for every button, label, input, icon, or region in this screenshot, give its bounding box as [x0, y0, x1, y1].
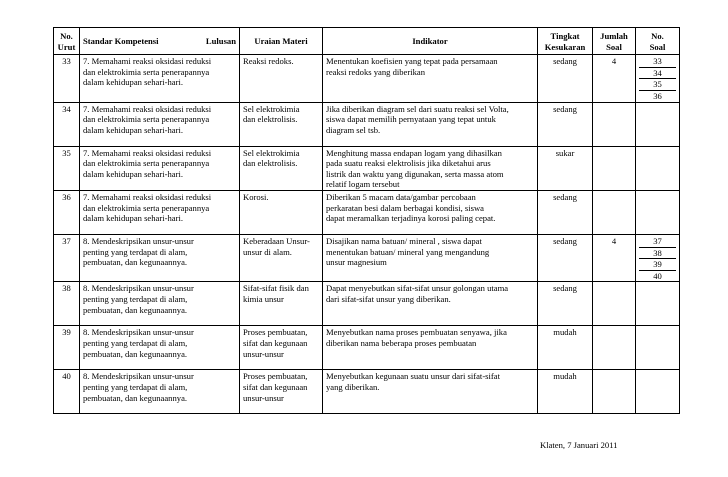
row-indikator: Menghitung massa endapan logam yang dihasilkan pada suatu reaksi elektrolisis jika diketahui arus listrik dan waktu yang digunakan, serta massa atom relatif logam tersebut [323, 146, 538, 190]
row-indikator: Menyebutkan nama proses pembuatan senyawa, jika diberikan nama beberapa proses pembuatan [323, 326, 538, 370]
table-row [54, 102, 680, 146]
header-indikator: Indikator [323, 28, 538, 55]
row-jumlah-soal [593, 102, 636, 146]
row-uraian-materi: Keberadaan Unsur- unsur di alam. [240, 234, 323, 281]
row-uraian-materi: Sel elektrokimia dan elektrolisis. [240, 146, 323, 190]
row-no-soal [636, 282, 680, 326]
soal-number: 39 [639, 259, 676, 271]
row-tingkat-kesukaran: sedang [538, 55, 593, 102]
row-tingkat-kesukaran: sedang [538, 234, 593, 281]
header-uraian-materi: Uraian Materi [240, 28, 323, 55]
row-no-soal [636, 190, 680, 234]
row-no-urut: 37 [54, 234, 80, 281]
row-uraian-materi: Sel elektrokimia dan elektrolisis. [240, 102, 323, 146]
kisi-kisi-table [53, 27, 680, 414]
header-no-soal: No. Soal [636, 28, 680, 55]
row-standar-kompetensi: 8. Mendeskripsikan unsur-unsur penting yang terdapat di alam, pembuatan, dan kegunaannya. [80, 282, 240, 326]
row-jumlah-soal [593, 370, 636, 414]
soal-number: 33 [639, 56, 676, 68]
row-standar-kompetensi: 7. Memahami reaksi oksidasi reduksi dan elektrokimia serta penerapannya dalam kehidupan sehari-hari. [80, 55, 240, 102]
row-no-urut: 38 [54, 282, 80, 326]
row-no-soal [636, 326, 680, 370]
header-no-urut: No. Urut [54, 28, 80, 55]
row-indikator: Jika diberikan diagram sel dari suatu reaksi sel Volta, siswa dapat memilih pernyataan yang tepat untuk diagram sel tsb. [323, 102, 538, 146]
row-uraian-materi: Korosi. [240, 190, 323, 234]
row-no-soal [636, 102, 680, 146]
row-no-urut: 36 [54, 190, 80, 234]
row-no-soal [636, 55, 680, 102]
soal-number: 38 [639, 248, 676, 260]
row-no-soal [636, 146, 680, 190]
row-tingkat-kesukaran: sedang [538, 190, 593, 234]
row-tingkat-kesukaran: sukar [538, 146, 593, 190]
row-jumlah-soal [593, 190, 636, 234]
row-uraian-materi: Proses pembuatan, sifat dan kegunaan unsur-unsur [240, 326, 323, 370]
row-no-soal [636, 234, 680, 281]
row-no-soal [636, 370, 680, 414]
soal-number: 37 [639, 236, 676, 248]
header-standar-kompetensi: Standar Kompetensi Lulusan [80, 28, 240, 55]
row-standar-kompetensi: 7. Memahami reaksi oksidasi reduksi dan elektrokimia serta penerapannya dalam kehidupan sehari-hari. [80, 146, 240, 190]
soal-number: 40 [653, 270, 662, 281]
row-jumlah-soal: 4 [593, 55, 636, 102]
row-jumlah-soal [593, 146, 636, 190]
header-tingkat-kesukaran: Tingkat Kesukaran [538, 28, 593, 55]
row-tingkat-kesukaran: sedang [538, 102, 593, 146]
row-uraian-materi: Proses pembuatan, sifat dan kegunaan unsur-unsur [240, 370, 323, 414]
table-row [54, 282, 680, 326]
row-standar-kompetensi: 8. Mendeskripsikan unsur-unsur penting yang terdapat di alam, pembuatan, dan kegunaannya. [80, 370, 240, 414]
row-no-urut: 40 [54, 370, 80, 414]
place-date: Klaten, 7 Januari 2011 [540, 440, 618, 450]
row-tingkat-kesukaran: mudah [538, 370, 593, 414]
row-standar-kompetensi: 7. Memahami reaksi oksidasi reduksi dan elektrokimia serta penerapannya dalam kehidupan sehari-hari. [80, 102, 240, 146]
row-indikator: Diberikan 5 macam data/gambar percobaan perkaratan besi dalam berbagai kondisi, siswa dapat meramalkan terjadinya korosi paling cepat. [323, 190, 538, 234]
table-row [54, 190, 680, 234]
table-row [54, 370, 680, 414]
row-standar-kompetensi: 8. Mendeskripsikan unsur-unsur penting yang terdapat di alam, pembuatan, dan kegunaannya. [80, 234, 240, 281]
soal-number: 36 [653, 90, 662, 101]
row-standar-kompetensi: 8. Mendeskripsikan unsur-unsur penting yang terdapat di alam, pembuatan, dan kegunaannya. [80, 326, 240, 370]
row-tingkat-kesukaran: mudah [538, 326, 593, 370]
row-uraian-materi: Sifat-sifat fisik dan kimia unsur [240, 282, 323, 326]
soal-number: 35 [639, 79, 676, 91]
row-indikator: Menentukan koefisien yang tepat pada persamaan reaksi redoks yang diberikan [323, 55, 538, 102]
row-indikator: Disajikan nama batuan/ mineral , siswa dapat menentukan batuan/ mineral yang mengandung unsur magnesium [323, 234, 538, 281]
row-no-urut: 39 [54, 326, 80, 370]
row-uraian-materi: Reaksi redoks. [240, 55, 323, 102]
row-tingkat-kesukaran: sedang [538, 282, 593, 326]
row-jumlah-soal [593, 326, 636, 370]
row-indikator: Dapat menyebutkan sifat-sifat unsur golongan utama dari sifat-sifat unsur yang diberikan. [323, 282, 538, 326]
row-no-urut: 33 [54, 55, 80, 102]
row-jumlah-soal: 4 [593, 234, 636, 281]
table-row [54, 234, 680, 281]
row-standar-kompetensi: 7. Memahami reaksi oksidasi reduksi dan elektrokimia serta penerapannya dalam kehidupan sehari-hari. [80, 190, 240, 234]
soal-number: 34 [639, 68, 676, 80]
table-row [54, 326, 680, 370]
header-row [54, 28, 680, 55]
table-body [54, 55, 680, 414]
row-no-urut: 35 [54, 146, 80, 190]
header-jumlah-soal: Jumlah Soal [593, 28, 636, 55]
row-indikator: Menyebutkan kegunaan suatu unsur dari sifat-sifat yang diberikan. [323, 370, 538, 414]
table-row [54, 146, 680, 190]
row-jumlah-soal [593, 282, 636, 326]
row-no-urut: 34 [54, 102, 80, 146]
table-row [54, 55, 680, 102]
